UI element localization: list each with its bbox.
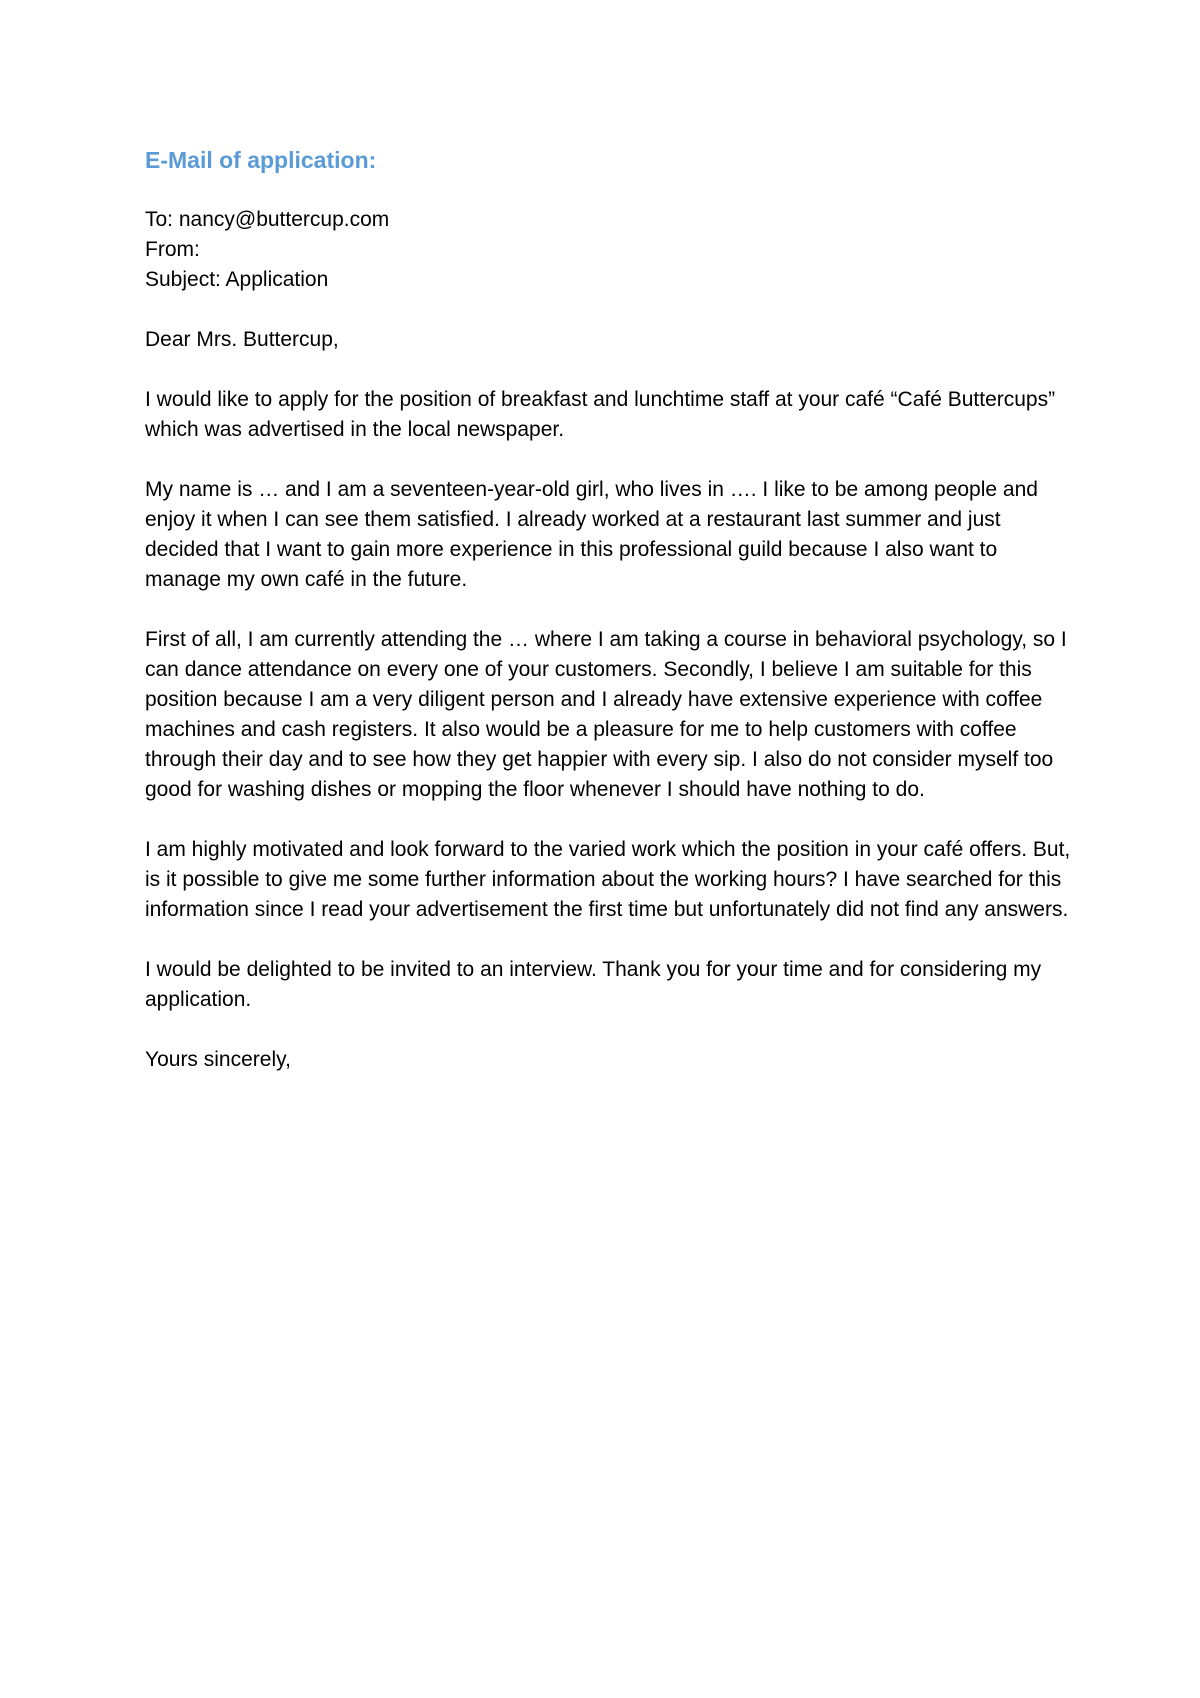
email-to-line: To: nancy@buttercup.com xyxy=(145,208,390,231)
paragraph-qualifications: First of all, I am currently attending the … where I am taking a course in behavioral psychology, so I can dance attendance on every one of your customers. Secondly, I believe I am suitable for this position because I am a very diligent person and I already have extensive experience with coffee machines and cash registers. It also would be a pleasure for me to help customers with coffee through their day and to see how they get happier with every sip. I also do not consider myself too good for washing dishes or mopping the floor whenever I should have nothing to do. xyxy=(145,628,1067,801)
email-subject-line: Subject: Application xyxy=(145,268,329,291)
closing: Yours sincerely, xyxy=(145,1048,291,1071)
letter-body xyxy=(145,145,1075,1075)
document-heading: E-Mail of application: xyxy=(145,147,377,173)
paragraph-about-me: My name is … and I am a seventeen-year-old girl, who lives in …. I like to be among people and enjoy it when I can see them satisfied. I already worked at a restaurant last summer and just decided that I want to gain more experience in this professional guild because I also want to manage my own café in the future. xyxy=(145,478,1038,591)
salutation: Dear Mrs. Buttercup, xyxy=(145,328,339,351)
paragraph-intro: I would like to apply for the position of breakfast and lunchtime staff at your café “Café Buttercups” which was advertised in the local newspaper. xyxy=(145,388,1056,441)
email-from-line: From: xyxy=(145,238,200,261)
paragraph-motivation: I am highly motivated and look forward to the varied work which the position in your café offers. But, is it possible to give me some further information about the working hours? I have searched for this information since I read your advertisement the first time but unfortunately did not find any answers. xyxy=(145,838,1071,921)
paragraph-conclusion: I would be delighted to be invited to an interview. Thank you for your time and for considering my application. xyxy=(145,958,1042,1011)
email-header xyxy=(145,205,1075,295)
